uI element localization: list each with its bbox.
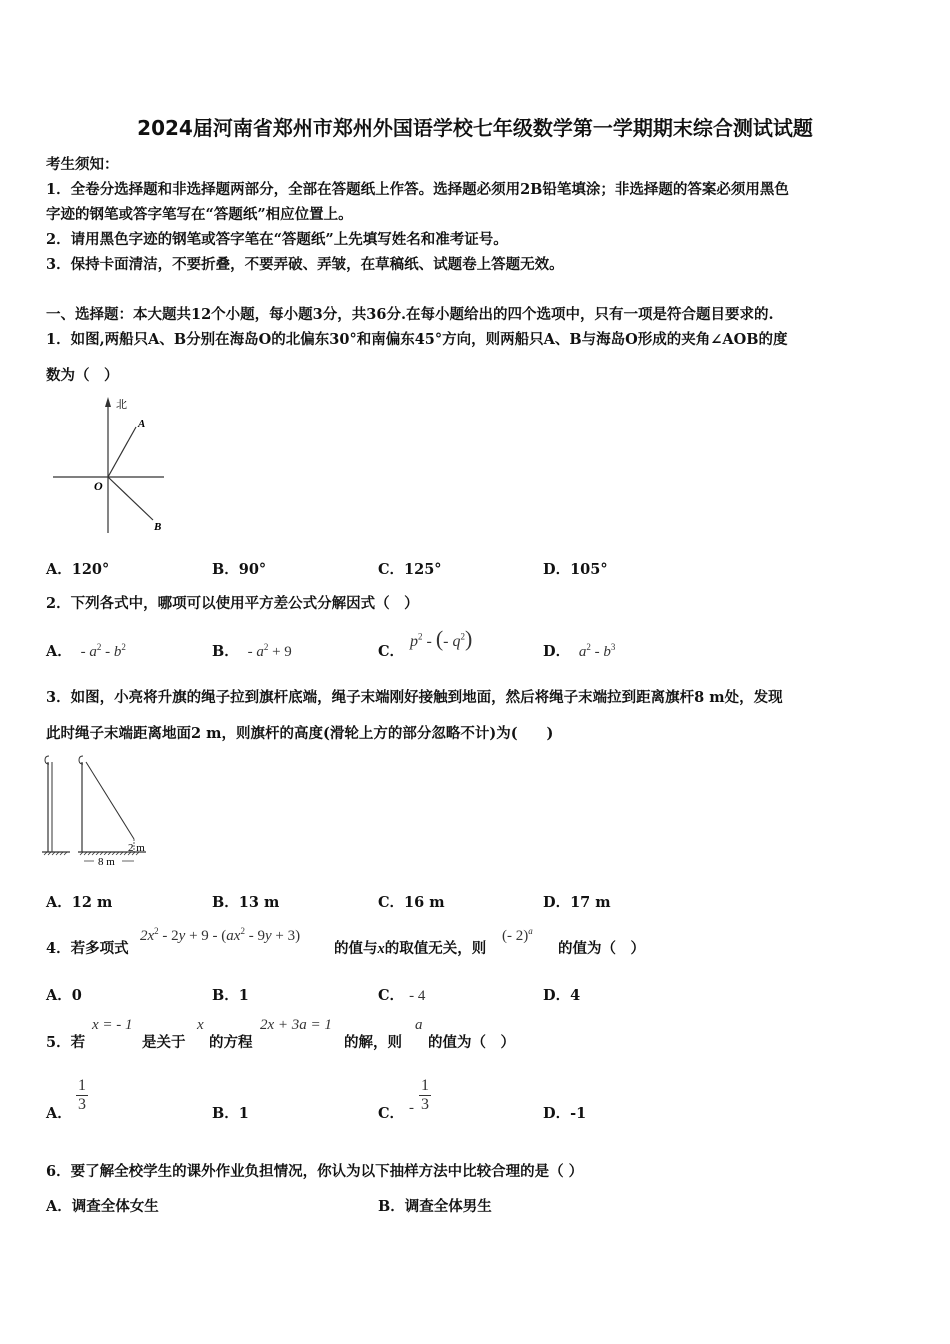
fraction-denominator: 3 bbox=[421, 1096, 429, 1113]
q3-stem: 3．如图，小亮将升旗的绳子拉到旗杆底端，绳子末端刚好接触到地面，然后将绳子末端拉到距离旗杆8 m处，发现 bbox=[46, 689, 783, 706]
q2-option-b-label: B． bbox=[212, 643, 239, 660]
q4-option-c-value: - 4 bbox=[409, 988, 426, 1004]
q2-option-a[interactable] bbox=[46, 640, 126, 661]
q5-prefix: 5．若 bbox=[46, 1034, 86, 1051]
q4-option-a[interactable]: A．0 bbox=[46, 987, 82, 1004]
label-A: A bbox=[138, 418, 146, 430]
q5-suffix: 的值为（ ） bbox=[428, 1034, 515, 1051]
q5-option-c-fraction bbox=[419, 1077, 431, 1114]
rope-right bbox=[86, 762, 134, 839]
page-title: 2024届河南省郑州市郑州外国语学校七年级数学第一学期期末综合测试试题 bbox=[137, 116, 813, 140]
ray-OA bbox=[108, 427, 136, 477]
fraction-numerator: 1 bbox=[78, 1077, 86, 1094]
q2-option-a-label: A． bbox=[46, 643, 72, 660]
q3-option-b[interactable]: B．13 m bbox=[212, 894, 280, 911]
q4-option-c-label: C． bbox=[378, 987, 405, 1004]
q4-middle-text: 的值与 bbox=[334, 940, 378, 957]
label-2m: 2 m bbox=[128, 842, 145, 854]
q5-mid1: 是关于 bbox=[142, 1034, 186, 1051]
q3-option-a[interactable]: A．12 m bbox=[46, 894, 113, 911]
q5-option-a-label: A． bbox=[46, 1105, 72, 1122]
q5-option-b[interactable]: B．1 bbox=[212, 1105, 249, 1122]
q4-prefix: 4．若多项式 bbox=[46, 940, 129, 957]
q2-option-d-label: D． bbox=[543, 643, 571, 660]
q5-option-c-label: C． bbox=[378, 1105, 405, 1122]
q5-option-c[interactable] bbox=[378, 1102, 404, 1123]
q5-var-x: x bbox=[197, 1017, 204, 1033]
fraction-numerator: 1 bbox=[421, 1077, 429, 1094]
q6-option-a[interactable]: A．调查全体女生 bbox=[46, 1198, 159, 1215]
q3-stem-cont: 此时绳子末端距离地面2 m，则旗杆的高度(滑轮上方的部分忽略不计)为( ) bbox=[46, 725, 554, 742]
q3-figure bbox=[42, 752, 160, 872]
q2-option-c-label: C． bbox=[378, 643, 405, 660]
q2-option-d[interactable] bbox=[543, 640, 615, 661]
q1-stem: 1．如图,两船只A、B分别在海岛O的北偏东30°和南偏东45°方向，则两船只A、B与海岛O形成的夹角∠AOB的度 bbox=[46, 331, 788, 348]
q1-option-b[interactable]: B．90° bbox=[212, 561, 267, 578]
q4-var-x: x bbox=[377, 941, 385, 957]
q5-mid3: 的解，则 bbox=[344, 1034, 402, 1051]
label-north: 北 bbox=[116, 398, 127, 411]
notice-item-2: 2．请用黑色字迹的钢笔或答字笔在“答题纸”上先填写姓名和准考证号。 bbox=[46, 231, 508, 248]
q2-option-b-expr: - $a^2 + 9$ bbox=[243, 642, 292, 660]
q5-option-a[interactable] bbox=[46, 1102, 72, 1123]
label-B: B bbox=[154, 521, 162, 533]
q5-option-d[interactable]: D．-1 bbox=[543, 1105, 587, 1122]
q4-suffix: 的值为（ ） bbox=[558, 940, 645, 957]
notice-item-1-cont: 字迹的钢笔或答字笔写在“答题纸”相应位置上。 bbox=[46, 206, 353, 223]
q2-option-c-expr: $p^2$ - (- $q^2$) bbox=[410, 626, 473, 651]
q1-stem-cont: 数为（ ） bbox=[46, 367, 119, 384]
notice-item-1: 1．全卷分选择题和非选择题两部分，全部在答题纸上作答。选择题必须用2B铅笔填涂；非选择题的答案必须用黑色 bbox=[46, 181, 789, 198]
label-O: O bbox=[94, 479, 103, 493]
notice-item-3: 3．保持卡面清洁，不要折叠，不要弄破、弄皱，在草稿纸、试题卷上答题无效。 bbox=[46, 256, 564, 273]
q5-mid2: 的方程 bbox=[209, 1034, 253, 1051]
q1-option-c[interactable]: C．125° bbox=[378, 561, 442, 578]
q5-equation: 2x + 3a = 1 bbox=[260, 1017, 332, 1033]
label-8m: 8 m bbox=[98, 856, 115, 868]
q6-stem: 6．要了解全校学生的课外作业负担情况，你认为以下抽样方法中比较合理的是（ ） bbox=[46, 1163, 584, 1180]
q5-option-a-fraction bbox=[76, 1077, 88, 1114]
q3-option-d[interactable]: D．17 m bbox=[543, 894, 611, 911]
q4-polynomial: $2x^2 - 2y + 9 - (ax^2 - 9y + 3)$ bbox=[140, 926, 301, 944]
q5-eq-x: x = - 1 bbox=[92, 1017, 133, 1033]
q2-stem: 2．下列各式中，哪项可以使用平方差公式分解因式（ ） bbox=[46, 595, 419, 612]
q2-option-a-expr: - $a^2 - b^2$ bbox=[76, 642, 126, 660]
q4-middle bbox=[334, 937, 486, 958]
q1-option-d[interactable]: D．105° bbox=[543, 561, 608, 578]
q2-option-b[interactable] bbox=[212, 640, 292, 661]
q3-option-c[interactable]: C．16 m bbox=[378, 894, 445, 911]
q4-power-expr: (- 2)$^a$ bbox=[502, 926, 533, 944]
q1-option-a[interactable]: A．120° bbox=[46, 561, 110, 578]
ray-OB bbox=[108, 477, 153, 520]
q4-option-c[interactable] bbox=[378, 984, 425, 1005]
q2-option-d-expr: $a^2 - b^3$ bbox=[578, 642, 616, 660]
north-arrow-icon bbox=[105, 397, 111, 407]
q1-figure bbox=[50, 393, 180, 538]
q4-middle2-text: 的取值无关，则 bbox=[384, 940, 487, 957]
q5-option-c-neg: - bbox=[409, 1100, 414, 1116]
q6-option-b[interactable]: B．调查全体男生 bbox=[378, 1198, 492, 1215]
notice-heading: 考生须知： bbox=[46, 156, 119, 173]
section-heading: 一、选择题：本大题共12个小题，每小题3分，共36分.在每小题给出的四个选项中，只有一项是符合题目要求的. bbox=[46, 306, 774, 323]
q4-option-b[interactable]: B．1 bbox=[212, 987, 249, 1004]
q4-option-d[interactable]: D．4 bbox=[543, 987, 581, 1004]
fraction-denominator: 3 bbox=[78, 1096, 86, 1113]
q5-var-a: a bbox=[415, 1017, 423, 1033]
q2-option-c[interactable] bbox=[378, 640, 404, 661]
